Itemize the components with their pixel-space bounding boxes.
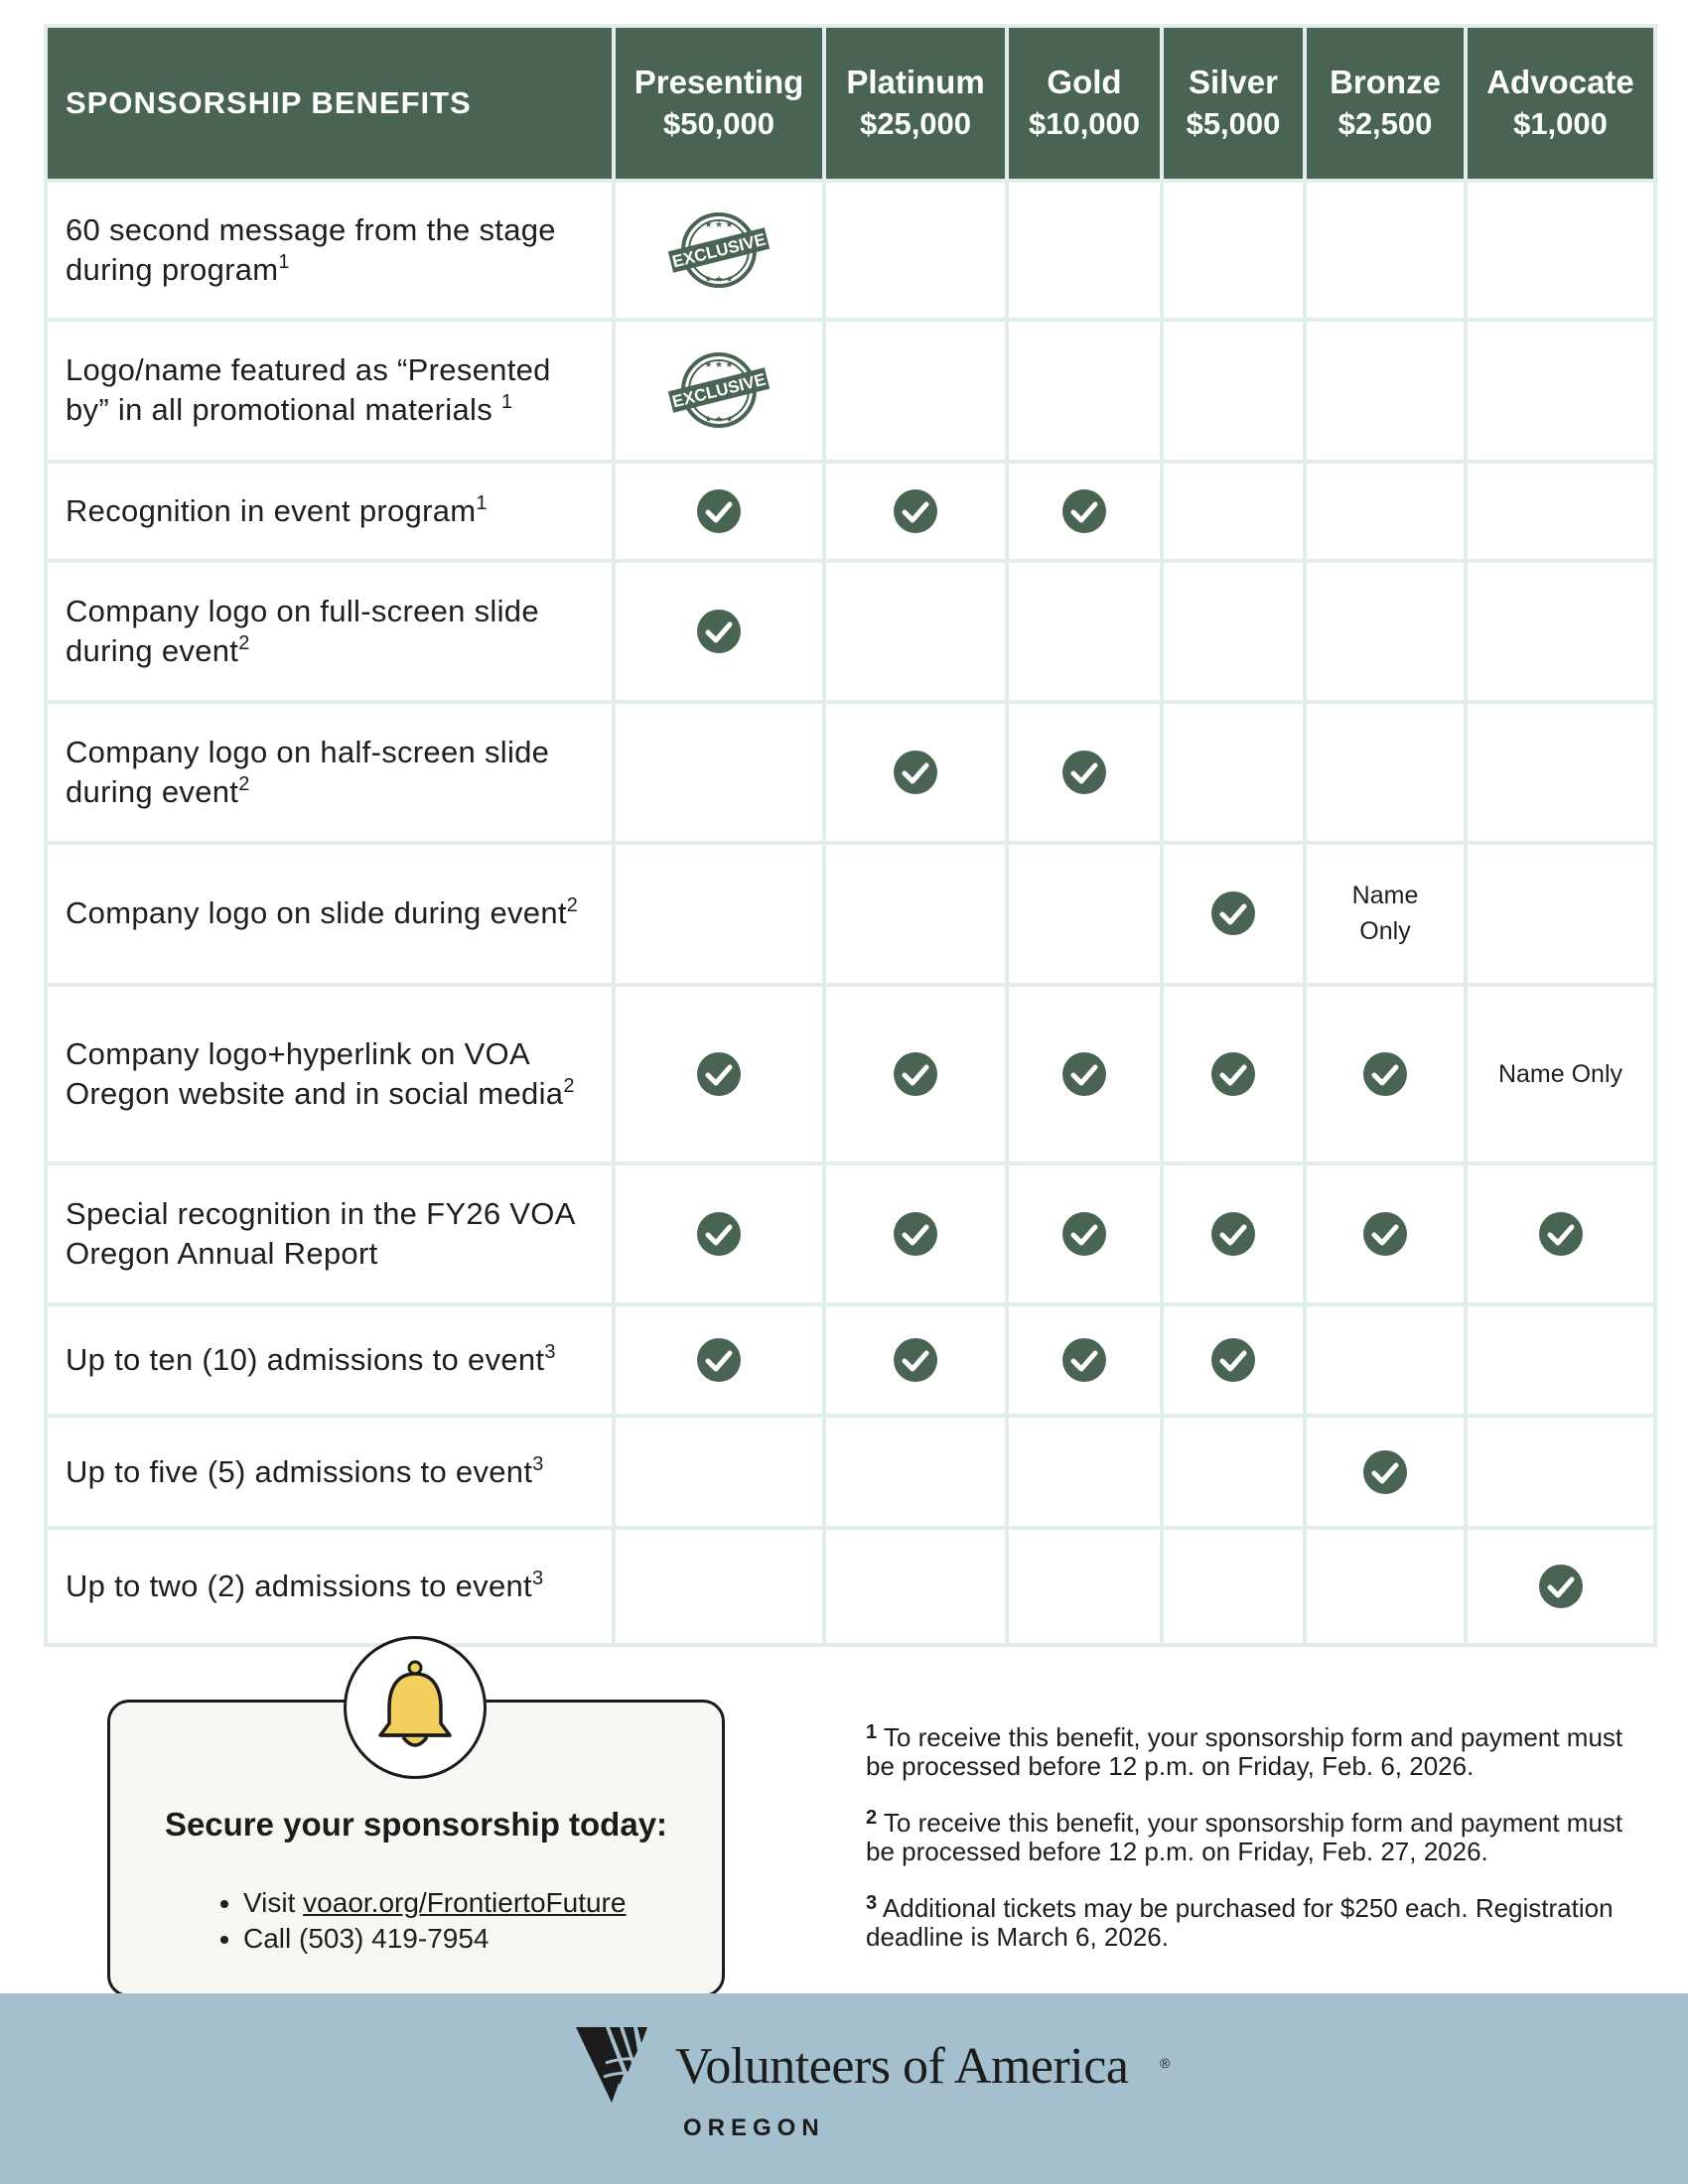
checkmark-icon bbox=[1210, 1211, 1256, 1257]
tier-benefit-cell bbox=[614, 320, 824, 461]
tier-column-header bbox=[614, 26, 824, 181]
bell-badge bbox=[344, 1636, 487, 1779]
visit-label: Visit bbox=[243, 1887, 304, 1918]
benefit-label: Up to ten (10) admissions to event bbox=[66, 1342, 545, 1378]
tier-column-header bbox=[1305, 26, 1466, 181]
benefit-row bbox=[46, 1528, 1655, 1645]
cell-note: Name Only bbox=[1351, 882, 1419, 946]
callout-visit-item bbox=[243, 1885, 626, 1921]
tier-benefit-cell bbox=[1305, 462, 1466, 561]
checkmark-icon bbox=[696, 1211, 742, 1257]
checkmark-icon bbox=[1362, 1449, 1408, 1495]
tier-benefit-cell bbox=[614, 985, 824, 1163]
footnote-marker: 1 bbox=[476, 491, 488, 514]
tier-benefit-cell bbox=[824, 561, 1007, 702]
benefit-cell bbox=[46, 561, 614, 702]
tier-benefit-cell bbox=[1305, 181, 1466, 320]
benefits-column-header: SPONSORSHIP BENEFITS bbox=[46, 26, 614, 181]
tier-benefit-cell bbox=[1466, 1304, 1655, 1416]
tier-benefit-cell bbox=[1162, 561, 1305, 702]
tier-benefit-cell bbox=[1162, 1163, 1305, 1304]
benefit-label: Company logo on slide during event bbox=[66, 895, 567, 931]
tier-price: $1,000 bbox=[1513, 106, 1608, 141]
tier-benefit-cell bbox=[1466, 181, 1655, 320]
svg-text:★ ★ ★: ★ ★ ★ bbox=[704, 219, 734, 230]
exclusive-stamp-icon bbox=[667, 210, 771, 290]
svg-text:★ ★ ★: ★ ★ ★ bbox=[704, 414, 734, 425]
tier-benefit-cell bbox=[1466, 561, 1655, 702]
footnote-text: Additional tickets may be purchased for $250 each. Registration deadline is March 6, 2026. bbox=[866, 1893, 1614, 1952]
tier-benefit-cell bbox=[1466, 702, 1655, 843]
checkmark-icon bbox=[696, 609, 742, 654]
footnote-marker: 2 bbox=[238, 773, 250, 796]
tier-benefit-cell bbox=[614, 702, 824, 843]
footnote bbox=[866, 1894, 1640, 1952]
tier-benefit-cell bbox=[1162, 320, 1305, 461]
tier-benefit-cell bbox=[824, 1416, 1007, 1527]
checkmark-icon bbox=[1210, 1051, 1256, 1097]
checkmark-icon bbox=[1061, 1051, 1107, 1097]
tier-price: $2,500 bbox=[1337, 106, 1433, 141]
footnote-marker: 3 bbox=[544, 1341, 556, 1364]
tier-benefit-cell bbox=[614, 462, 824, 561]
checkmark-icon bbox=[1061, 1211, 1107, 1257]
tier-benefit-cell bbox=[1007, 1304, 1162, 1416]
tier-column-header bbox=[1162, 26, 1305, 181]
tier-benefit-cell bbox=[1162, 702, 1305, 843]
checkmark-icon bbox=[893, 488, 938, 534]
tier-benefit-cell bbox=[1305, 1416, 1466, 1527]
tier-benefit-cell bbox=[614, 843, 824, 984]
footnote-marker: 1 bbox=[500, 391, 513, 414]
tier-benefit-cell bbox=[1007, 462, 1162, 561]
checkmark-icon bbox=[1061, 1337, 1107, 1383]
benefit-label: Special recognition in the FY26 VOA Oregon Annual Report bbox=[66, 1196, 574, 1272]
tier-benefit-cell bbox=[1007, 702, 1162, 843]
footnote-marker: 2 bbox=[563, 1074, 575, 1097]
exclusive-stamp-icon bbox=[667, 350, 771, 430]
tier-name: Presenting bbox=[633, 64, 804, 100]
benefit-cell bbox=[46, 985, 614, 1163]
tier-benefit-cell bbox=[1466, 985, 1655, 1163]
callout-title: Secure your sponsorship today: bbox=[164, 1806, 668, 1843]
tier-benefit-cell bbox=[1466, 1528, 1655, 1645]
tier-column-header bbox=[824, 26, 1007, 181]
svg-text:★ ★ ★: ★ ★ ★ bbox=[704, 274, 734, 285]
svg-text:EXCLUSIVE: EXCLUSIVE bbox=[670, 370, 769, 412]
tier-name: Advocate bbox=[1486, 64, 1634, 100]
checkmark-icon bbox=[893, 1337, 938, 1383]
tier-benefit-cell bbox=[824, 702, 1007, 843]
benefit-cell bbox=[46, 320, 614, 461]
tier-benefit-cell bbox=[1305, 1528, 1466, 1645]
svg-text:★ ★ ★: ★ ★ ★ bbox=[704, 359, 734, 370]
benefit-row bbox=[46, 1304, 1655, 1416]
tier-benefit-cell bbox=[824, 1304, 1007, 1416]
footnotes bbox=[866, 1723, 1640, 1979]
footnote-marker: 3 bbox=[531, 1567, 544, 1589]
tier-benefit-cell bbox=[1466, 320, 1655, 461]
checkmark-icon bbox=[1362, 1211, 1408, 1257]
checkmark-icon bbox=[1538, 1564, 1584, 1609]
footnote-marker: 1 bbox=[278, 251, 290, 274]
tier-benefit-cell bbox=[1162, 985, 1305, 1163]
checkmark-icon bbox=[696, 1051, 742, 1097]
cell-note: Name Only bbox=[1497, 1059, 1623, 1088]
tier-benefit-cell bbox=[1162, 462, 1305, 561]
benefit-label: 60 second message from the stage during program bbox=[66, 212, 556, 288]
checkmark-icon bbox=[1362, 1051, 1408, 1097]
tier-name: Gold bbox=[1047, 64, 1122, 100]
org-name: Volunteers of America bbox=[675, 2038, 1129, 2095]
benefit-cell bbox=[46, 1528, 614, 1645]
tier-benefit-cell bbox=[1466, 1416, 1655, 1527]
tier-name: Bronze bbox=[1330, 64, 1441, 100]
bell-icon bbox=[370, 1660, 460, 1755]
footnote-number: 2 bbox=[866, 1807, 878, 1829]
footnote-number: 3 bbox=[866, 1892, 878, 1914]
tier-benefit-cell bbox=[824, 1163, 1007, 1304]
tier-benefit-cell bbox=[614, 1416, 824, 1527]
tier-benefit-cell bbox=[1305, 320, 1466, 461]
benefit-row bbox=[46, 1416, 1655, 1527]
checkmark-icon bbox=[1061, 488, 1107, 534]
org-state: OREGON bbox=[683, 2115, 825, 2141]
tier-benefit-cell bbox=[614, 1163, 824, 1304]
tier-price: $25,000 bbox=[859, 106, 972, 141]
benefit-label: Company logo on half-screen slide during event bbox=[66, 735, 550, 810]
tier-benefit-cell bbox=[1007, 561, 1162, 702]
benefit-label: Up to five (5) admissions to event bbox=[66, 1453, 533, 1489]
tier-benefit-cell bbox=[1007, 1416, 1162, 1527]
benefit-cell bbox=[46, 1416, 614, 1527]
tier-benefit-cell bbox=[824, 1528, 1007, 1645]
callout-contact-list bbox=[217, 1885, 626, 1957]
benefit-label: Recognition in event program bbox=[66, 492, 477, 528]
checkmark-icon bbox=[1210, 890, 1256, 936]
sponsorship-benefits-table bbox=[44, 24, 1657, 1647]
voa-logo-icon bbox=[576, 2023, 679, 2126]
benefit-label: Logo/name featured as “Presented by” in all promotional materials bbox=[66, 352, 551, 428]
tier-column-header bbox=[1007, 26, 1162, 181]
benefit-label: Company logo on full-screen slide during event bbox=[66, 593, 539, 668]
checkmark-icon bbox=[1061, 750, 1107, 795]
footnote-number: 1 bbox=[866, 1721, 878, 1743]
svg-text:EXCLUSIVE: EXCLUSIVE bbox=[670, 229, 769, 272]
tier-benefit-cell bbox=[1162, 843, 1305, 984]
benefit-row bbox=[46, 843, 1655, 984]
table-header-row bbox=[46, 26, 1655, 181]
tier-benefit-cell bbox=[614, 181, 824, 320]
benefit-row bbox=[46, 320, 1655, 461]
tier-benefit-cell bbox=[1162, 1528, 1305, 1645]
tier-benefit-cell bbox=[1007, 843, 1162, 984]
tier-benefit-cell bbox=[824, 181, 1007, 320]
tier-benefit-cell bbox=[614, 561, 824, 702]
footnote bbox=[866, 1723, 1640, 1781]
benefit-row bbox=[46, 181, 1655, 320]
tier-benefit-cell bbox=[1466, 1163, 1655, 1304]
benefit-row bbox=[46, 1163, 1655, 1304]
checkmark-icon bbox=[696, 488, 742, 534]
benefit-cell bbox=[46, 843, 614, 984]
benefit-label: Up to two (2) admissions to event bbox=[66, 1568, 532, 1603]
tier-benefit-cell bbox=[1305, 1163, 1466, 1304]
tier-benefit-cell bbox=[1162, 181, 1305, 320]
tier-price: $10,000 bbox=[1028, 106, 1141, 141]
tier-benefit-cell bbox=[1007, 1528, 1162, 1645]
tier-benefit-cell bbox=[1305, 561, 1466, 702]
benefit-cell bbox=[46, 702, 614, 843]
tier-benefit-cell bbox=[1007, 181, 1162, 320]
tier-benefit-cell bbox=[1305, 843, 1466, 984]
tier-price: $5,000 bbox=[1186, 106, 1281, 141]
tier-benefit-cell bbox=[1466, 462, 1655, 561]
checkmark-icon bbox=[1210, 1337, 1256, 1383]
benefit-row bbox=[46, 462, 1655, 561]
benefit-label: Company logo+hyperlink on VOA Oregon website and in social media bbox=[66, 1035, 564, 1111]
tier-name: Silver bbox=[1189, 64, 1278, 100]
checkmark-icon bbox=[893, 750, 938, 795]
checkmark-icon bbox=[893, 1211, 938, 1257]
tier-benefit-cell bbox=[614, 1528, 824, 1645]
tier-benefit-cell bbox=[614, 1304, 824, 1416]
footnote bbox=[866, 1809, 1640, 1866]
checkmark-icon bbox=[893, 1051, 938, 1097]
benefit-cell bbox=[46, 181, 614, 320]
tier-column-header bbox=[1466, 26, 1655, 181]
tier-benefit-cell bbox=[824, 843, 1007, 984]
tier-name: Platinum bbox=[846, 64, 985, 100]
footnote-text: To receive this benefit, your sponsorship form and payment must be processed before 12 p.m. on Friday, Feb. 6, 2026. bbox=[866, 1722, 1623, 1781]
tier-benefit-cell bbox=[824, 320, 1007, 461]
tier-benefit-cell bbox=[824, 985, 1007, 1163]
benefit-cell bbox=[46, 462, 614, 561]
tier-benefit-cell bbox=[1466, 843, 1655, 984]
table-body bbox=[46, 181, 1655, 1645]
footnote-marker: 2 bbox=[238, 631, 250, 654]
footnote-marker: 2 bbox=[566, 894, 579, 917]
tier-benefit-cell bbox=[1007, 320, 1162, 461]
benefit-row bbox=[46, 985, 1655, 1163]
tier-benefit-cell bbox=[1305, 1304, 1466, 1416]
benefit-row bbox=[46, 561, 1655, 702]
checkmark-icon bbox=[1538, 1211, 1584, 1257]
callout-call-item: • Call (503) 419-7954 bbox=[243, 1921, 626, 1957]
footer bbox=[0, 1993, 1688, 2184]
tier-benefit-cell bbox=[824, 462, 1007, 561]
tier-price: $50,000 bbox=[662, 106, 775, 141]
benefit-row bbox=[46, 702, 1655, 843]
tier-benefit-cell bbox=[1007, 1163, 1162, 1304]
tier-benefit-cell bbox=[1162, 1416, 1305, 1527]
tier-benefit-cell bbox=[1162, 1304, 1305, 1416]
footnote-marker: 3 bbox=[532, 1452, 544, 1475]
benefit-cell bbox=[46, 1304, 614, 1416]
tier-benefit-cell bbox=[1305, 702, 1466, 843]
footnote-text: To receive this benefit, your sponsorship form and payment must be processed before 12 p.m. on Friday, Feb. 27, 2026. bbox=[866, 1808, 1623, 1866]
checkmark-icon bbox=[696, 1337, 742, 1383]
tier-benefit-cell bbox=[1007, 985, 1162, 1163]
tier-benefit-cell bbox=[1305, 985, 1466, 1163]
sponsorship-link[interactable]: voaor.org/FrontiertoFuture bbox=[303, 1887, 627, 1918]
registered-mark: ® bbox=[1160, 2055, 1171, 2071]
benefit-cell bbox=[46, 1163, 614, 1304]
